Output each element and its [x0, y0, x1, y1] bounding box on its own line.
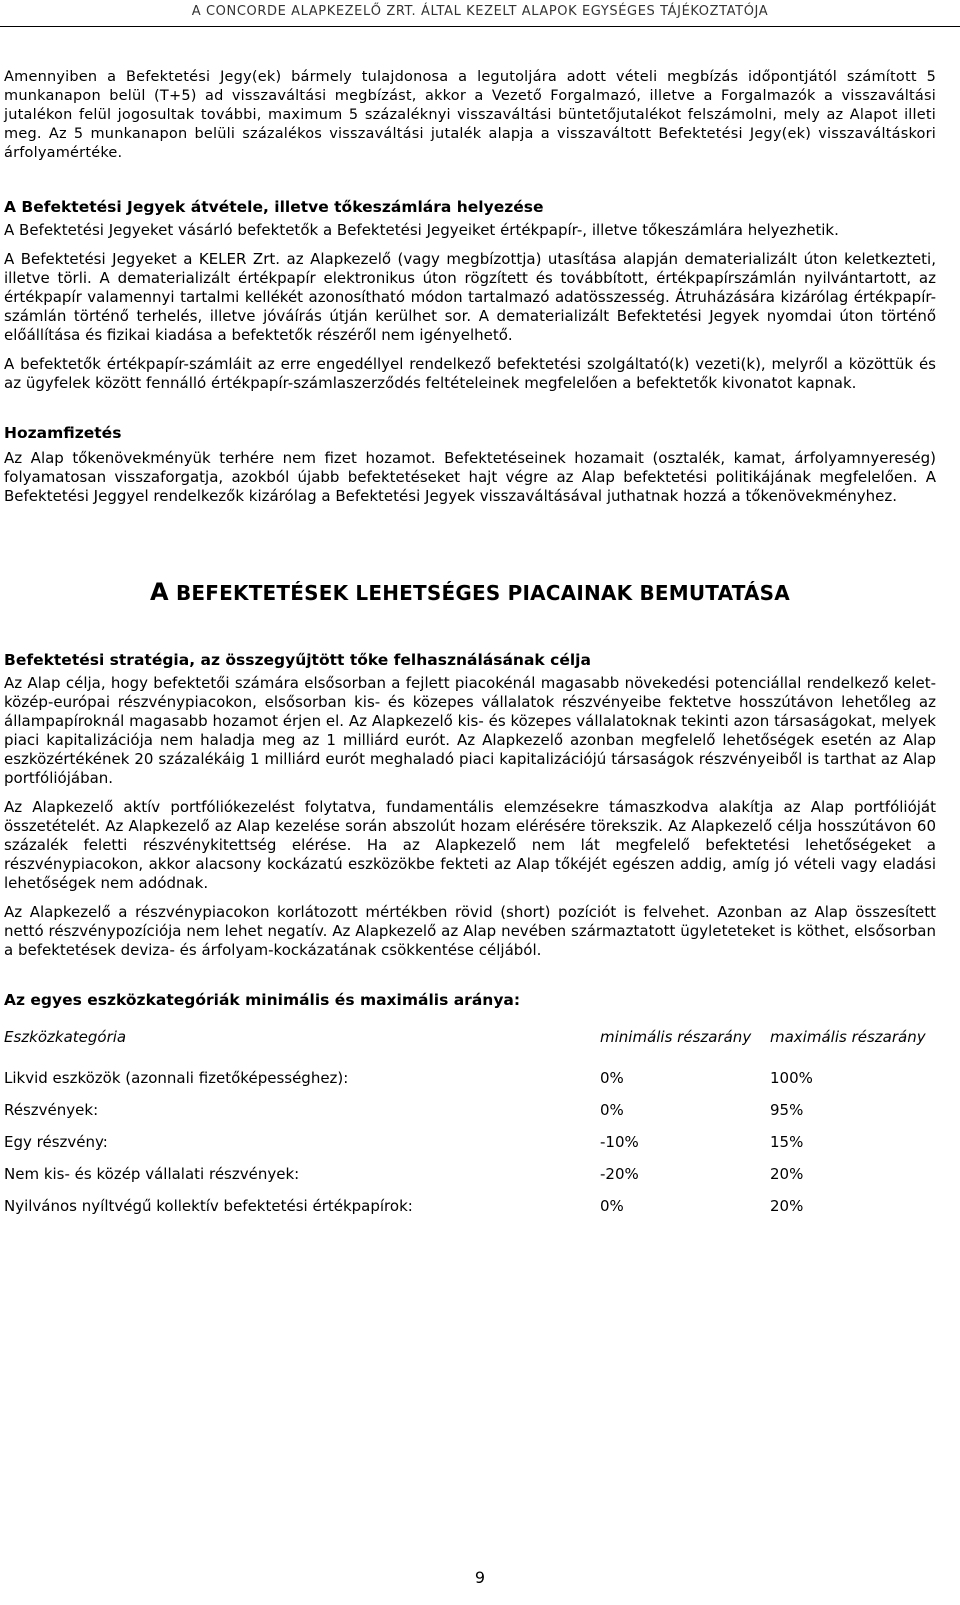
row-min: 0%: [600, 1069, 624, 1087]
main-title-rest: BEFEKTETÉSEK LEHETSÉGES PIACAINAK BEMUTATÁSA: [168, 581, 790, 605]
table-row: [4, 1158, 936, 1190]
table-header-row: [4, 1020, 936, 1054]
row-min: -10%: [600, 1133, 639, 1151]
header-max: maximális részarány: [770, 1028, 926, 1046]
row-max: 100%: [770, 1069, 813, 1087]
row-category: Likvid eszközök (azonnali fizetőképességhez):: [4, 1069, 349, 1087]
running-header-text: A CONCORDE ALAPKEZELŐ ZRT. ÁLTAL KEZELT ALAPOK EGYSÉGES TÁJÉKOZTATÓJA: [191, 4, 769, 19]
section-heading-jegyek: A Befektetési Jegyek átvétele, illetve tőkeszámlára helyezése: [4, 198, 544, 216]
table-row: [4, 1190, 936, 1222]
row-category: Egy részvény:: [4, 1133, 108, 1151]
main-title-initial: A: [150, 578, 169, 606]
row-max: 15%: [770, 1133, 804, 1151]
document-body: [4, 68, 936, 1222]
paragraph: A Befektetési Jegyeket a KELER Zrt. az Alapkezelő (vagy megbízottja) utasítása alapján dematerializált úton keletkezteti, illetve törli. A dematerializált értékpapír elektronikus úton rögzített és továbbított, értékpapírszámlán nyilvántartott, az értékpapír valamennyi tartalmi kellékét azonosítható módon tartalmazó adatösszesség. Átruházására kizárólag értékpapír-számlán történő terhelés, illetve jóváírás útján kerülhet sor. A dematerializált Befektetési Jegyek nyomdai úton történő előállítása és fizikai kiadása a befektetők részéről nem igényelhető.: [4, 250, 936, 344]
header-min: minimális részarány: [600, 1028, 752, 1046]
table-row: [4, 1062, 936, 1094]
paragraph: Az Alapkezelő aktív portfóliókezelést folytatva, fundamentális elemzésekre támaszkodva alakítja az Alap portfólióját összetételét. Az Alapkezelő az Alap kezelése során abszolút hozam elérésére törekszik. Az Alapkezelő célja hosszútávon 60 százalék feletti részvénykitettség elérése. Ha az Alapkezelő nem lát megfelelő befektetési lehetőségeket a részvénypiacokon, akkor alacsony kockázatú eszközökbe fekteti az Alap tőkéjét egészen addig, amíg jó vételi vagy eladási lehetőségek nem adódnak.: [4, 798, 936, 892]
intro-text-a: Amennyiben a Befektetési Jegy(ek) bármely tulajdonosa a legutoljára adott vételi megbízás időpontjától számított 5 munkanapon belül (T+5) ad visszaváltási megbízást, akkor a Vezető Forgalmazó, illetve a Forgalmazók a visszaváltási jutalékon felül jogosultak további, maximum 5 százaléknyi visszaváltási büntetőjutalékot felszámolni, mely az Alapot illeti meg.: [4, 69, 936, 142]
paragraph: Az Alap tőkenövekményük terhére nem fizet hozamot. Befektetéseinek hozamait (osztalék, kamat, árfolyamnyereség) folyamatosan visszaforgatja, azokból újabb befektetéseket hajt végre az Alap befektetési politikájának megfelelően. A Befektetési Jeggyel rendelkezők kizárólag a Befektetési Jegyek visszaváltásával juthatnak hozzá a tőkenövekményhez.: [4, 449, 936, 505]
paragraph: Az Alap célja, hogy befektetői számára elsősorban a fejlett piacokénál magasabb növekedési potenciállal rendelkező kelet-közép-európai részvénypiacokon, elsősorban kis- és közepes vállalatok részvényeibe fektetve hosszútávon lehetőleg az állampapíroknál magasabb hozamot érjen el. Az Alapkezelő kis- és közepes vállalatoknak tekinti azon társaságokat, melyek piaci kapitalizációja nem haladja meg az 1 milliárd eurót. Az Alapkezelő azonban megfelelő lehetőségek esetén az Alap eszközértékének 20 százalékáig 1 milliárd eurót meghaladó piaci kapitalizációjú társaságok részvényeiből is tarthat az Alap portfóliójában.: [4, 674, 936, 787]
row-max: 95%: [770, 1101, 804, 1119]
main-title: [4, 578, 936, 606]
row-category: Nyilvános nyíltvégű kollektív befektetési értékpapírok:: [4, 1197, 413, 1215]
page-number: 9: [474, 1568, 486, 1587]
row-category: Nem kis- és közép vállalati részvények:: [4, 1165, 300, 1183]
paragraph: A Befektetési Jegyeket vásárló befektetők a Befektetési Jegyeiket értékpapír-, illetve tőkeszámlára helyezhetik.: [4, 221, 839, 239]
section-heading-hozam: Hozamfizetés: [4, 424, 122, 442]
header-category: Eszközkategória: [4, 1028, 127, 1046]
paragraph: A befektetők értékpapír-számláit az erre engedéllyel rendelkező befektetési szolgáltató(k) vezeti(k), melyről a közöttük és az ügyfelek között fennálló értékpapír-számlaszerződés feltételeinek megfelelően a befektetők kivonatot kapnak.: [4, 355, 936, 392]
header-divider: [0, 26, 960, 27]
section-heading-strategia: Befektetési stratégia, az összegyűjtött tőke felhasználásának célja: [4, 651, 591, 669]
table-row: [4, 1126, 936, 1158]
row-min: 0%: [600, 1101, 624, 1119]
paragraph: Az Alapkezelő a részvénypiacokon korlátozott mértékben rövid (short) pozíciót is felvehet. Azonban az Alap összesített nettó részvénypozíciója nem lehet negatív. Az Alapkezelő az Alap nevében származtatott ügyleteteket is köthet, elsősorban a befektetések deviza- és árfolyam-kockázatának csökkentése céljából.: [4, 903, 936, 959]
row-min: -20%: [600, 1165, 639, 1183]
intro-paragraph: [4, 68, 936, 163]
table-row: [4, 1094, 936, 1126]
row-category: Részvények:: [4, 1101, 99, 1119]
intro-text-b: Az 5 munkanapon belüli százalékos visszaváltási jutalék alapja a visszaváltott Befektetési Jegy(ek) visszaváltáskori árfolyamértéke.: [4, 126, 936, 161]
row-max: 20%: [770, 1197, 804, 1215]
section-heading-arany: Az egyes eszközkategóriák minimális és maximális aránya:: [4, 991, 521, 1009]
asset-allocation-table: [4, 1020, 936, 1222]
row-min: 0%: [600, 1197, 624, 1215]
row-max: 20%: [770, 1165, 804, 1183]
